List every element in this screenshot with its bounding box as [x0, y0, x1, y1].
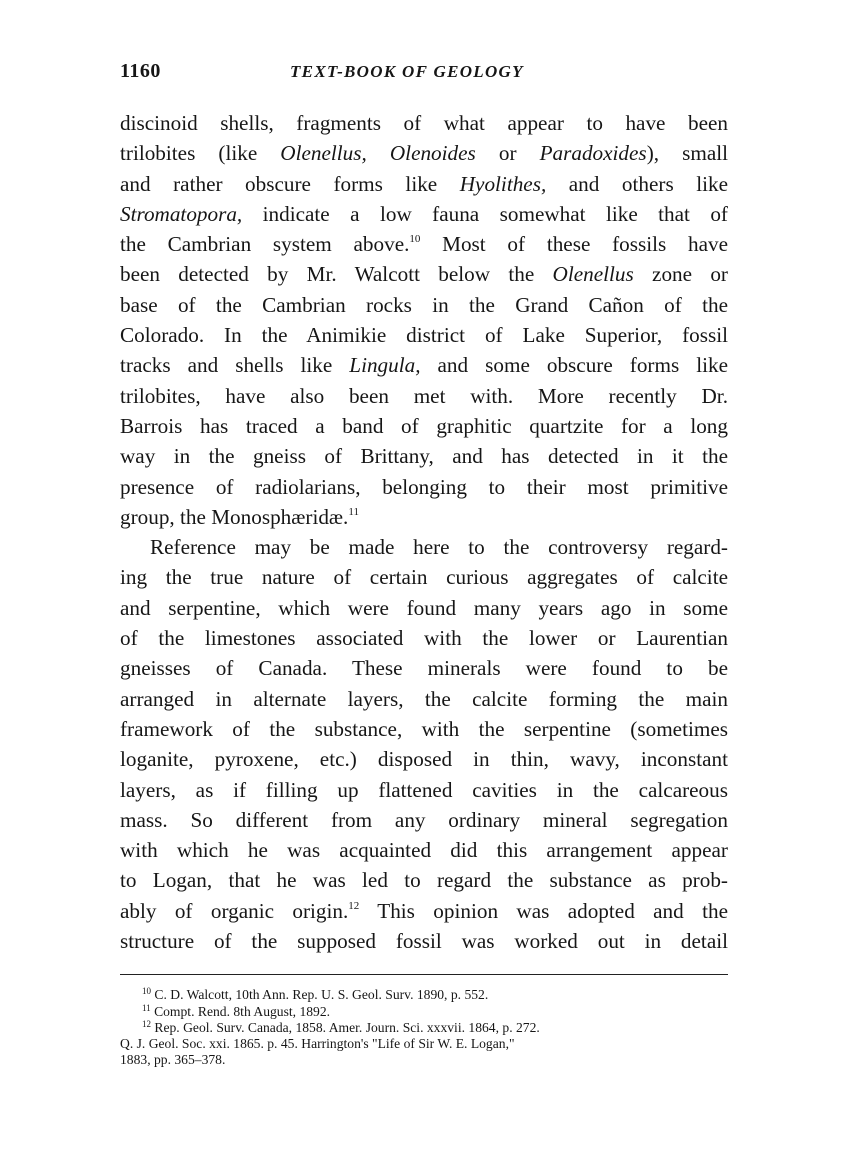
running-head — [120, 60, 728, 94]
footnote-12-continued: 1883, pp. 365–378. — [120, 1052, 226, 1068]
text-line — [120, 199, 728, 229]
text-run: or — [475, 141, 540, 166]
text-line: gneisses of Canada. These minerals were found to be — [120, 656, 728, 681]
text-line — [120, 350, 728, 380]
page-number: 1160 — [120, 60, 161, 82]
text-line — [120, 502, 728, 532]
italic-term: Olenellus — [552, 262, 634, 287]
italic-term: Paradoxides — [539, 141, 647, 166]
text-line: and serpentine, which were found many years ago in some — [120, 595, 728, 620]
text-line: loganite, pyroxene, etc.) disposed in thin, wavy, inconstant — [120, 747, 728, 772]
text-run: Most of these fossils have — [420, 232, 728, 257]
text-run: and some obscure forms like — [420, 353, 728, 378]
text-line: structure of the supposed fossil was worked out in detail — [120, 929, 728, 954]
italic-term: Hyolithes, — [459, 171, 547, 196]
body-text — [120, 108, 728, 956]
text-line: arranged in alternate layers, the calcite forming the main — [120, 686, 728, 711]
footnotes — [120, 987, 728, 1068]
footnote-ref: 12 — [348, 899, 360, 912]
text-line: way in the gneiss of Brittany, and has detected in it the — [120, 444, 728, 469]
footnote-text: Rep. Geol. Surv. Canada, 1858. Amer. Journ. Sci. xxxvii. 1864, p. 272. — [151, 1019, 540, 1035]
text-line: with which he was acquainted did this arrangement appear — [120, 838, 728, 863]
text-run: indicate a low fauna somewhat like that of — [242, 201, 728, 226]
footnote-text: Compt. Rend. 8th August, 1892. — [150, 1003, 331, 1019]
paragraph-2 — [120, 532, 728, 956]
footnote-mark: 11 — [142, 1002, 151, 1013]
italic-term: Stromatopora, — [120, 201, 243, 226]
text-run: been detected by Mr. Walcott below the — [120, 262, 553, 287]
text-line: mass. So different from any ordinary mineral segregation — [120, 807, 728, 832]
running-title: TEXT-BOOK OF GEOLOGY — [290, 62, 524, 81]
text-line: discinoid shells, fragments of what appear to have been — [120, 111, 728, 135]
italic-term: Olenoides — [389, 141, 476, 166]
text-line: Colorado. In the Animikie district of Lake Superior, fossil — [120, 323, 728, 348]
footnote-ref: 10 — [409, 233, 421, 246]
text-line: to Logan, that he was led to regard the substance as prob- — [120, 868, 728, 893]
text-run: zone or — [633, 262, 728, 287]
book-page — [120, 60, 728, 1068]
text-line — [120, 259, 728, 289]
text-line: presence of radiolarians, belonging to their most primitive — [120, 474, 728, 499]
text-run: tracks and shells like — [120, 353, 350, 378]
text-line — [120, 229, 728, 259]
text-run: the Cambrian system above. — [120, 232, 410, 257]
paragraph-1 — [120, 108, 728, 532]
footnote-ref: 11 — [348, 505, 359, 518]
text-run: This opinion was adopted and the — [359, 898, 728, 923]
text-line: trilobites, have also been met with. More recently Dr. — [120, 383, 728, 408]
text-line: Barrois has traced a band of graphitic quartzite for a long — [120, 413, 728, 438]
footnote-text: C. D. Walcott, 10th Ann. Rep. U. S. Geol. Surv. 1890, p. 552. — [151, 987, 489, 1003]
text-run: group, the Monosphæridæ. — [120, 504, 349, 529]
text-line — [120, 169, 728, 199]
footnote-mark: 12 — [142, 1018, 151, 1029]
text-line: of the limestones associated with the lower or Laurentian — [120, 626, 728, 651]
text-line: base of the Cambrian rocks in the Grand Cañon of the — [120, 292, 728, 317]
footnote-12 — [120, 1020, 728, 1036]
italic-term: Lingula, — [349, 353, 421, 378]
text-run: ably of organic origin. — [120, 898, 349, 923]
text-line: Reference may be made here to the controversy regard- — [150, 535, 728, 560]
footnote-divider — [120, 974, 728, 975]
text-run: and others like — [546, 171, 728, 196]
text-run: and rather obscure forms like — [120, 171, 460, 196]
text-run: trilobites (like — [120, 141, 281, 166]
text-run: ), small — [646, 141, 729, 166]
text-line — [120, 896, 728, 926]
text-line: framework of the substance, with the serpentine (sometimes — [120, 716, 728, 741]
italic-term: Olenellus, — [280, 141, 367, 166]
footnote-12-continued: Q. J. Geol. Soc. xxi. 1865. p. 45. Harrington's "Life of Sir W. E. Logan," — [120, 1035, 515, 1051]
footnote-10 — [120, 987, 728, 1003]
text-run — [367, 141, 390, 165]
text-line: layers, as if filling up flattened cavities in the calcareous — [120, 777, 728, 802]
text-line: ing the true nature of certain curious aggregates of calcite — [120, 565, 728, 590]
text-line — [120, 138, 728, 168]
footnote-11 — [120, 1004, 728, 1020]
footnote-mark: 10 — [142, 986, 151, 997]
